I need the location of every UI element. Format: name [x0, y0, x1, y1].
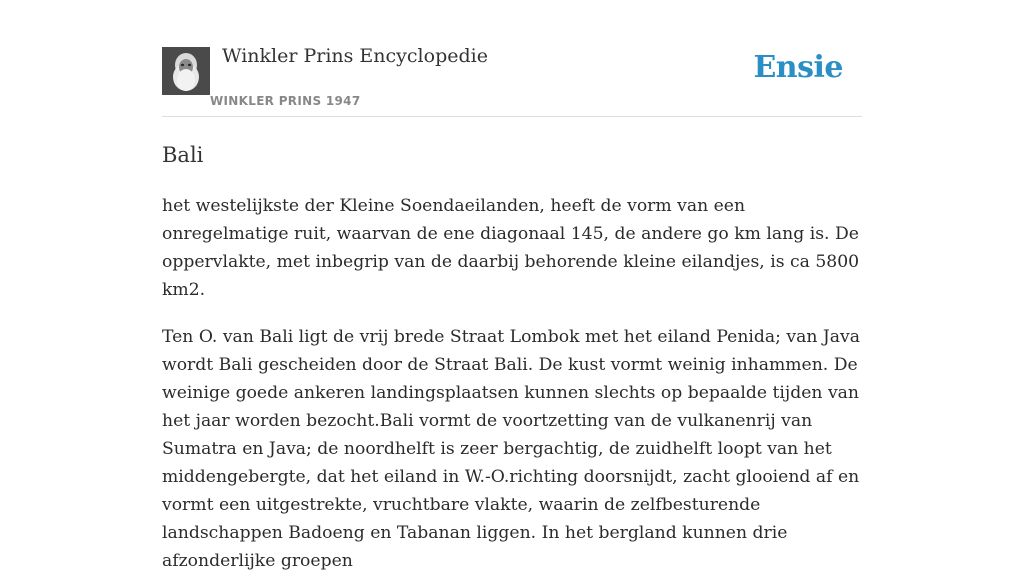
article-body [162, 140, 862, 575]
site-header [162, 0, 862, 117]
author-portrait-icon[interactable] [162, 47, 210, 95]
brand-logo[interactable]: Ensie [753, 50, 843, 85]
source-subtitle[interactable]: WINKLER PRINS 1947 [210, 94, 361, 108]
article-title: Bali [162, 143, 204, 167]
article-paragraph-1: het westelijkste der Kleine Soendaeilanden, heeft de vorm van een onregelmatige ruit, waarvan de ene diagonaal 145, de andere go km lang is. De oppervlakte, met inbegrip van de daarbij behorende kleine eilandjes, is ca 5800 km2. [162, 196, 860, 300]
source-title[interactable]: Winkler Prins Encyclopedie [222, 45, 488, 67]
article-paragraph-2: Ten O. van Bali ligt de vrij brede Straat Lombok met het eiland Penida; van Java wordt Bali gescheiden door de Straat Bali. De kust vormt weinig inhammen. De weinige goede ankeren landingsplaatsen kunnen slechts op bepaalde tijden van het jaar worden bezocht.Bali vormt de voortzetting van de vulkanenrij van Sumatra en Java; de noordhelft is zeer bergachtig, de zuidhelft loopt van het middengebergte, dat het eiland in W.-O.richting doorsnijdt, zacht glooiend af en vormt een uitgestrekte, vruchtbare vlakte, waarin de zelfbesturende landschappen Badoeng en Tabanan liggen. In het bergland kunnen drie afzonderlijke groepen [162, 327, 860, 571]
